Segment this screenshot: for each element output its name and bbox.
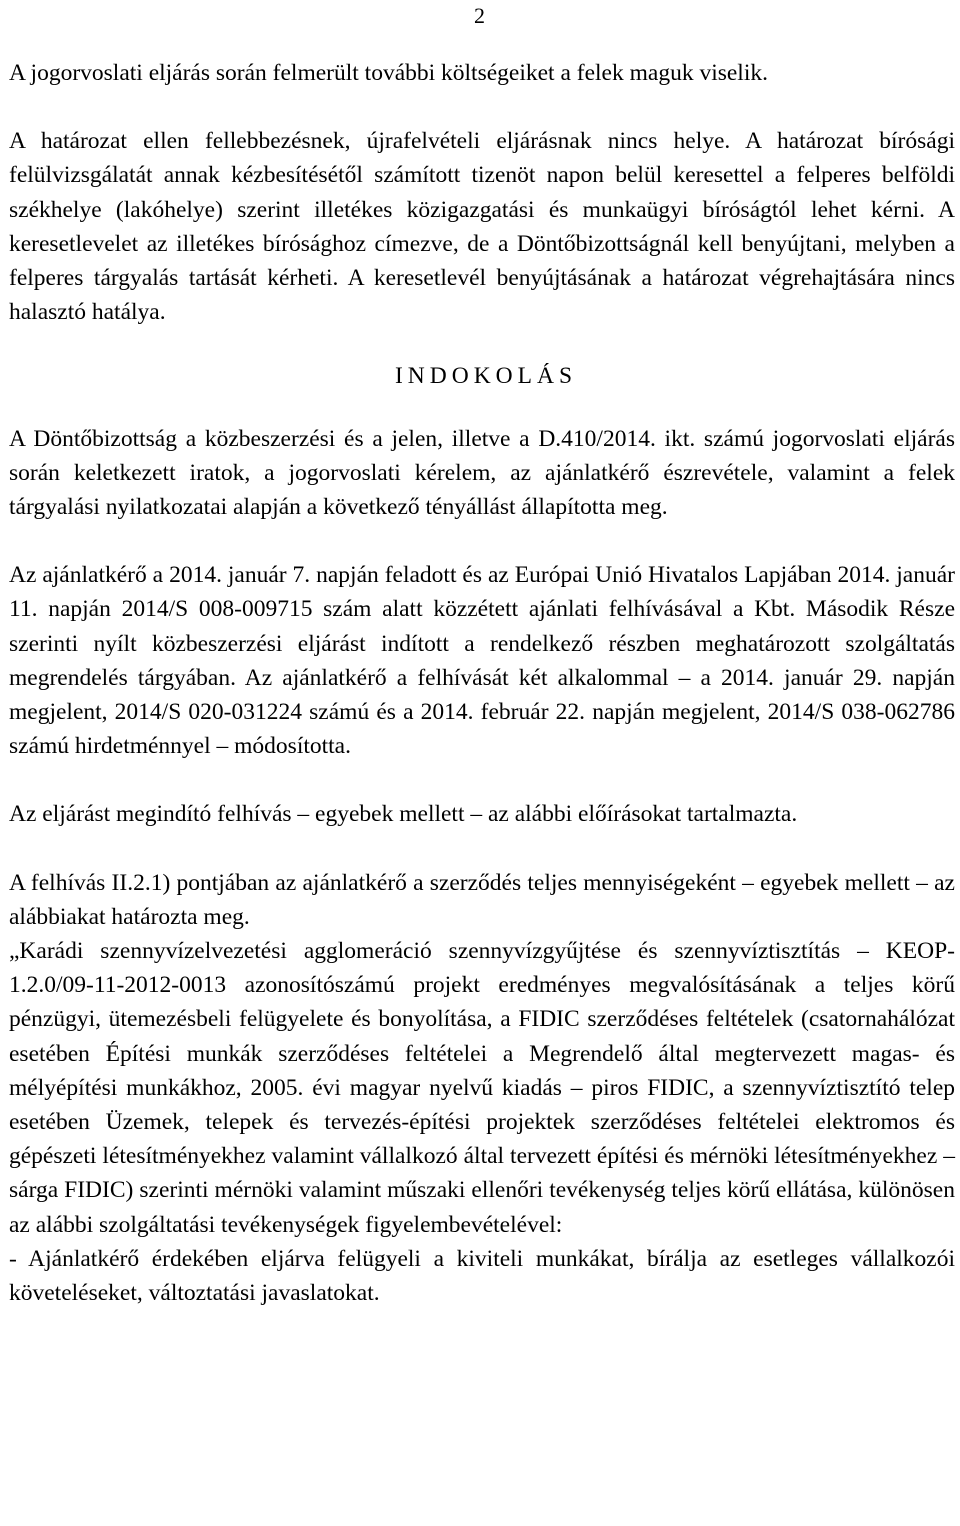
paragraph-costs: A jogorvoslati eljárás során felmerült további költségeiket a felek maguk viselik.	[9, 60, 768, 86]
paragraph-appeal: A határozat ellen fellebbezésnek, újrafelvételi eljárásnak nincs helye. A határozat bírósági felülvizsgálatát annak kézbesítésétől számított tizenöt napon belül keresettel a felperes belföldi székhelye (lakóhelye) szerint illetékes közigazgatási és munkaügyi bíróságtól lehet kérni. A keresetlevelet az illetékes bírósághoz címezve, de a Döntőbizottságnál kell benyújtani, melyben a felperes tárgyalás tartását kérheti. A keresetlevél benyújtásának a határozat végrehajtására nincs halasztó hatálya.	[9, 128, 955, 326]
paragraph-requirements: Az eljárást megindító felhívás – egyebek mellett – az alábbi előírásokat tartalmazta.	[9, 801, 798, 828]
paragraph-bullet: - Ajánlatkérő érdekében eljárva felügyeli a kiviteli munkákat, bírálja az esetleges vállalkozói követeléseket, változtatási javaslatokat.	[9, 1245, 955, 1307]
section-heading: INDOKOLÁS	[394, 363, 578, 390]
paragraph-procedure: Az ajánlatkérő a 2014. január 7. napján feladott és az Európai Unió Hivatalos Lapjában 2014. január 11. napján 2014/S 008-009715 szám alatt közzétett ajánlati felhívásával a Kbt. Második Része szerinti nyílt közbeszerzési eljárást indított a rendelkező részben meghatározott szolgáltatás megrendelés tárgyában. Az ajánlatkérő a felhívását két alkalommal – a 2014. január 29. napján megjelent, 2014/S 020-031224 számú és a 2014. február 22. napján megjelent, 2014/S 038-062786 számú hirdetménnyel – módosította.	[9, 562, 955, 760]
page-number: 2	[474, 3, 485, 28]
document-body	[9, 56, 955, 1310]
paragraph-contract-scope: A felhívás II.2.1) pontjában az ajánlatkérő a szerződés teljes mennyiségeként – egyebek mellett – az alábbiakat határozta meg.	[9, 869, 955, 930]
paragraph-facts: A Döntőbizottság a közbeszerzési és a jelen, illetve a D.410/2014. ikt. számú jogorvoslati eljárás során keletkezett iratok, a jogorvoslati kérelem, az ajánlatkérő észrevétele, valamint a felek tárgyalási nyilatkozatai alapján a következő tényállást állapította meg.	[9, 425, 955, 521]
paragraph-quote: „Karádi szennyvízelvezetési agglomeráció szennyvízgyűjtése és szennyvíztisztítás – KEOP-1.2.0/09-11-2012-0013 azonosítószámú projekt eredményes megvalósításának a teljes körű pénzügyi, ütemezésbeli felügyelete és bonyolítása, a FIDIC szerződéses feltételek (csatornahálózat esetében Építési munkák szerződéses feltételei a Megrendelő által megtervezett magas- és mélyépítési munkákhoz, 2005. évi magyar nyelvű kiadás – piros FIDIC, a szennyvíztisztító telep esetében Üzemek, telepek és tervezés-építési projektek szerződéses feltételei elektromos és gépészeti létesítményekhez valamint vállalkozó által tervezett építési és mérnöki létesítményekhez – sárga FIDIC) szerinti mérnöki valamint műszaki ellenőri tevékenység teljes körű ellátása, különösen az alábbi szolgáltatási tevékenységek figyelembevételével:	[9, 938, 955, 1238]
